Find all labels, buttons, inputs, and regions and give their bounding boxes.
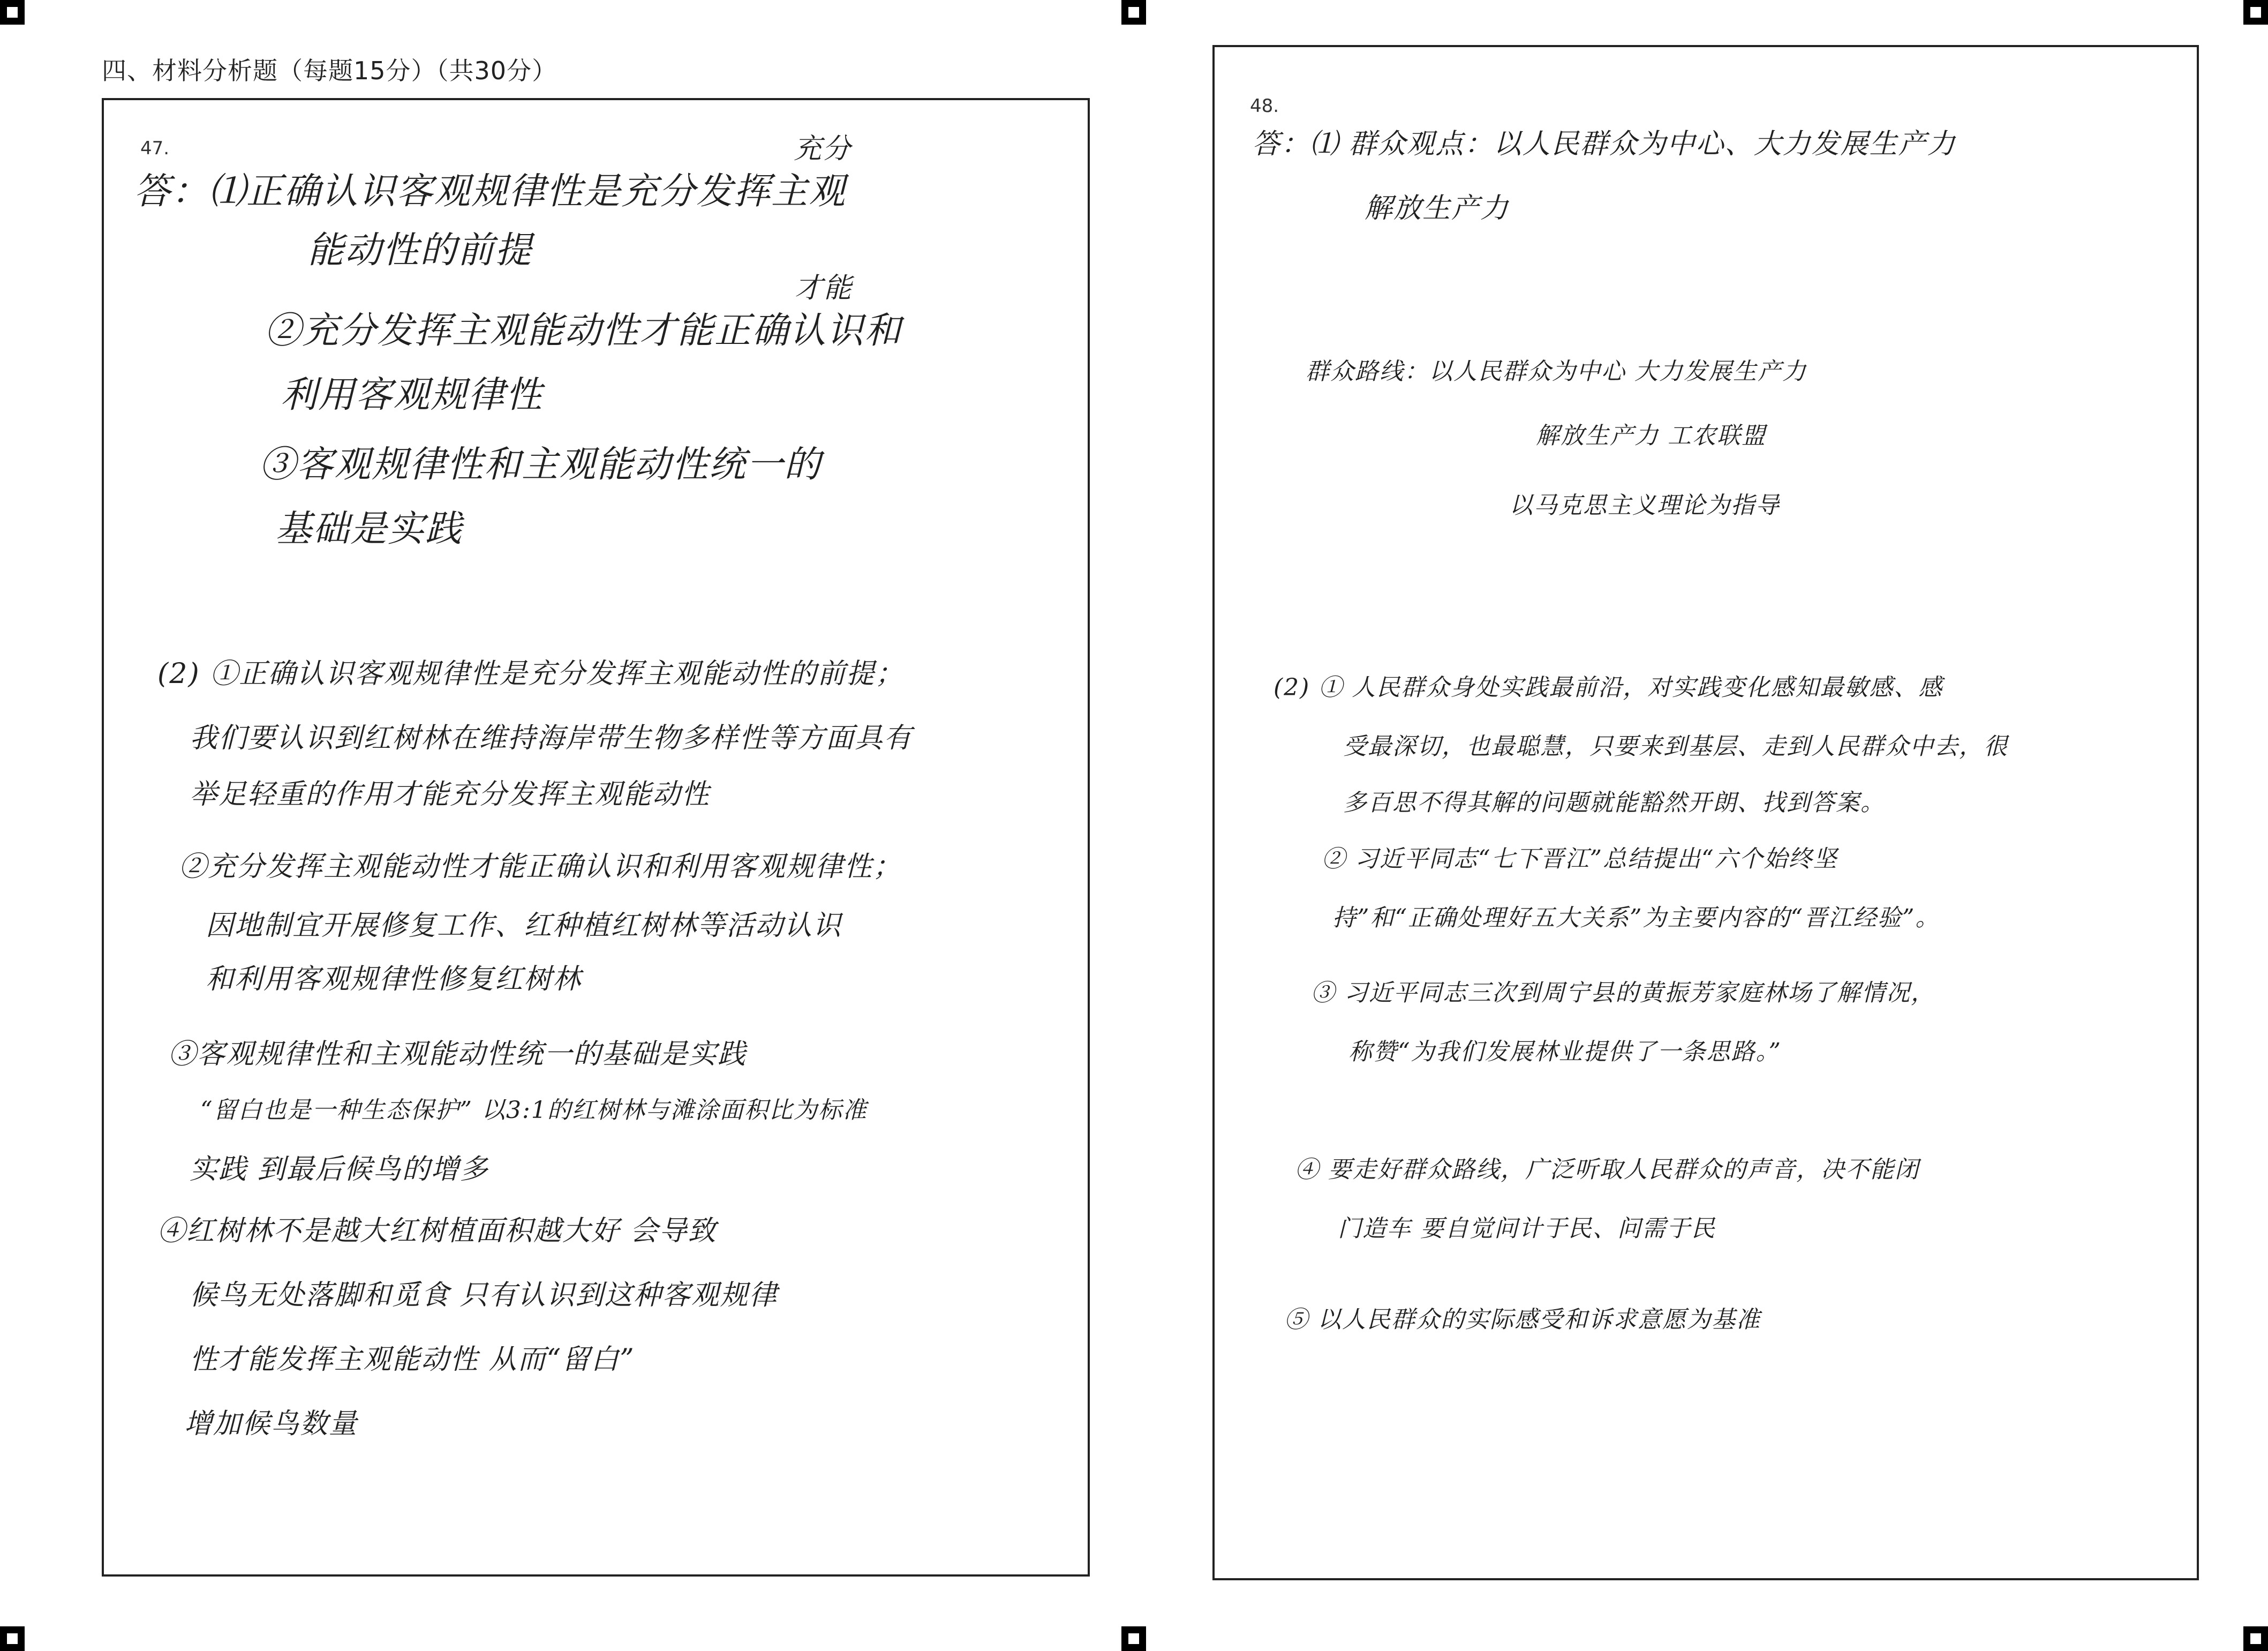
registration-marker-top-center (1121, 0, 1146, 25)
handwritten-line: 性才能发挥主观能动性 从而“留白” (190, 1344, 635, 1376)
handwritten-line: 答：⑴ 群众观点：以人民群众为中心、大力发展生产力 (1252, 128, 1956, 160)
handwritten-line: 利用客观规律性 (281, 374, 544, 416)
handwritten-line: 基础是实践 (275, 508, 463, 550)
handwritten-line: 门造车 要自觉问计于民、问需于民 (1338, 1215, 1716, 1242)
handwritten-line: ②充分发挥主观能动性才能正确认识和利用客观规律性； (179, 851, 902, 883)
handwritten-insertion: 才能 (795, 272, 853, 304)
handwritten-line: 因地制宜开展修复工作、红种植红树林等活动认识 (206, 910, 842, 942)
handwritten-line: 称赞“为我们发展林业提供了一条思路。” (1348, 1038, 1782, 1065)
answer-box-q48 (1212, 45, 2199, 1580)
handwritten-line: 多百思不得其解的问题就能豁然开朗、找到答案。 (1343, 789, 1885, 816)
handwritten-line: 以马克思主义理论为指导 (1509, 492, 1780, 519)
handwritten-line: ②充分发挥主观能动性才能正确认识和 (265, 310, 902, 352)
registration-marker-top-right (2243, 0, 2268, 25)
question-number: 48. (1250, 95, 1279, 117)
handwritten-line: ② 习近平同志“七下晋江”总结提出“六个始终坚 (1322, 845, 1838, 873)
handwritten-line: (2) ①正确认识客观规律性是充分发挥主观能动性的前提； (157, 658, 905, 690)
handwritten-line: ④红树林不是越大红树植面积越大好 会导致 (157, 1215, 717, 1247)
handwritten-line: ③ 习近平同志三次到周宁县的黄振芳家庭林场了解情况， (1311, 979, 1935, 1007)
registration-marker-bottom-center (1121, 1626, 1146, 1651)
handwritten-line: 实践 到最后候鸟的增多 (190, 1153, 489, 1185)
handwritten-line: 受最深切，也最聪慧，只要来到基层、走到人民群众中去，很 (1343, 733, 2008, 760)
handwritten-line: ⑤ 以人民群众的实际感受和诉求意愿为基准 (1284, 1306, 1761, 1333)
handwritten-line: 和利用客观规律性修复红树林 (206, 963, 582, 995)
handwritten-line: ③客观规律性和主观能动性统一的 (259, 444, 822, 486)
handwritten-line: 举足轻重的作用才能充分发挥主观能动性 (190, 778, 711, 811)
registration-marker-top-left (0, 0, 25, 25)
handwritten-line: ④ 要走好群众路线，广泛听取人民群众的声音，决不能闭 (1295, 1156, 1919, 1183)
handwritten-line: “留白也是一种生态保护” 以3:1的红树林与滩涂面积比为标准 (200, 1097, 868, 1124)
registration-marker-bottom-left (0, 1626, 25, 1651)
handwritten-line: (2) ① 人民群众身处实践最前沿，对实践变化感知最敏感、感 (1274, 674, 1943, 701)
handwritten-line: 群众路线：以人民群众为中心 大力发展生产力 (1306, 358, 1807, 385)
handwritten-line: 候鸟无处落脚和觅食 只有认识到这种客观规律 (190, 1279, 778, 1311)
handwritten-line: 解放生产力 工农联盟 (1536, 422, 1766, 449)
handwritten-line: 持”和“正确处理好五大关系”为主要内容的“晋江经验”。 (1332, 904, 1940, 932)
question-number: 47. (140, 138, 170, 159)
handwritten-line: 我们要认识到红树林在维持海岸带生物多样性等方面具有 (190, 722, 913, 754)
handwritten-line: 能动性的前提 (307, 229, 533, 272)
handwritten-line: 答：⑴正确认识客观规律性是充分发挥主观 (134, 170, 847, 213)
handwritten-line: ③客观规律性和主观能动性统一的基础是实践 (168, 1038, 747, 1070)
registration-marker-bottom-right (2243, 1626, 2268, 1651)
section-title: 四、材料分析题（每题15分）（共30分） (102, 56, 557, 85)
handwritten-insertion: 充分 (794, 133, 852, 165)
handwritten-line: 增加候鸟数量 (184, 1408, 358, 1440)
answer-box-q47 (102, 98, 1090, 1577)
handwritten-line: 解放生产力 (1365, 192, 1510, 224)
